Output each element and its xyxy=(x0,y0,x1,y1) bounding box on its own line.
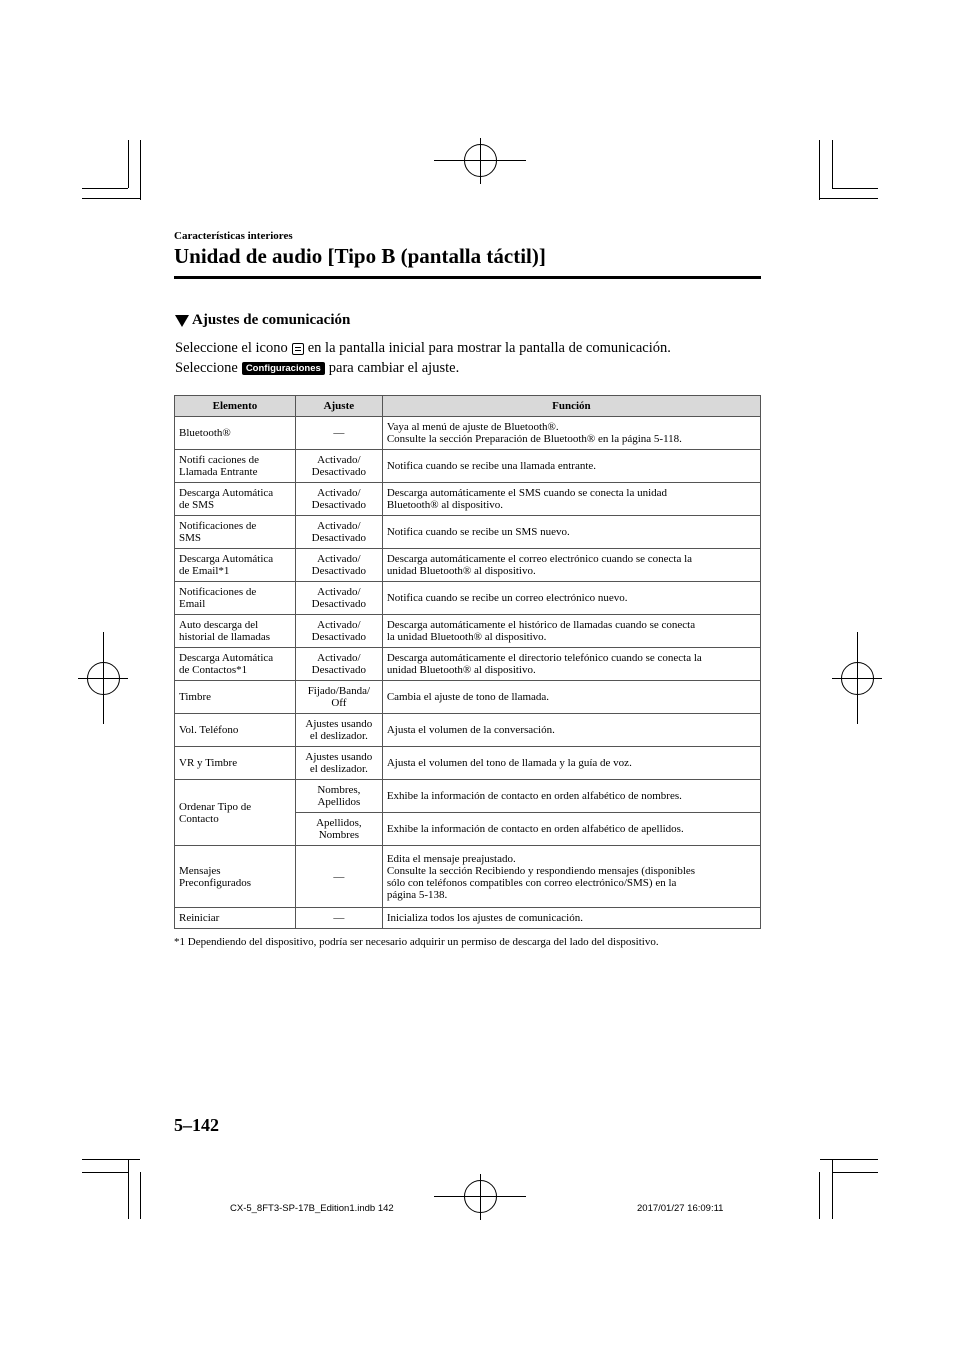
cell-ajuste: Activado/ Desactivado xyxy=(295,450,382,483)
intro-text-after-icon: en la pantalla inicial para mostrar la pantalla de comunicación. xyxy=(307,340,671,356)
cell-funcion: Descarga automáticamente el histórico de llamadas cuando se conecta la unidad Bluetooth® al dispositivo. xyxy=(382,615,760,648)
cell-elemento: Mensajes Preconfigurados xyxy=(175,846,296,908)
communication-settings-table xyxy=(174,395,761,929)
cell-elemento: Timbre xyxy=(175,681,296,714)
cell-elemento: Reiniciar xyxy=(175,908,296,929)
table-header-row xyxy=(175,396,761,417)
cell-ajuste: Activado/ Desactivado xyxy=(295,516,382,549)
subsection-heading-text: Ajustes de comunicación xyxy=(192,312,351,328)
table-row xyxy=(175,747,761,780)
cell-ajuste: Nombres, Apellidos xyxy=(295,780,382,813)
subsection-heading xyxy=(175,312,350,329)
cell-ajuste: Activado/ Desactivado xyxy=(295,483,382,516)
table-row xyxy=(175,681,761,714)
cell-elemento: Notifi caciones de Llamada Entrante xyxy=(175,450,296,483)
cell-ajuste: — xyxy=(295,908,382,929)
intro-text-before-icon: Seleccione el icono xyxy=(175,340,288,356)
cell-funcion: Ajusta el volumen de la conversación. xyxy=(382,714,760,747)
cell-elemento: Descarga Automática de Email*1 xyxy=(175,549,296,582)
cell-funcion: Descarga automáticamente el directorio telefónico cuando se conecta la unidad Bluetooth® al dispositivo. xyxy=(382,648,760,681)
cell-elemento: Auto descarga del historial de llamadas xyxy=(175,615,296,648)
page-title: Unidad de audio [Tipo B (pantalla táctil)] xyxy=(174,244,546,268)
table-row xyxy=(175,450,761,483)
cell-funcion: Inicializa todos los ajustes de comunicación. xyxy=(382,908,760,929)
column-header-ajuste: Ajuste xyxy=(295,396,382,417)
table-row xyxy=(175,846,761,908)
cell-elemento: VR y Timbre xyxy=(175,747,296,780)
page-number: 5–142 xyxy=(174,1115,219,1135)
table-row xyxy=(175,417,761,450)
table-row xyxy=(175,516,761,549)
title-rule xyxy=(174,276,761,279)
table-row xyxy=(175,615,761,648)
cell-ajuste: — xyxy=(295,846,382,908)
cell-funcion: Notifica cuando se recibe una llamada entrante. xyxy=(382,450,760,483)
table-row xyxy=(175,780,761,813)
cell-elemento: Descarga Automática de SMS xyxy=(175,483,296,516)
cell-ajuste: Activado/ Desactivado xyxy=(295,615,382,648)
intro-text-before-button: Seleccione xyxy=(175,360,238,376)
cell-ajuste: Activado/ Desactivado xyxy=(295,549,382,582)
cell-funcion: Exhibe la información de contacto en orden alfabético de nombres. xyxy=(382,780,760,813)
print-timestamp: 2017/01/27 16:09:11 xyxy=(637,1203,724,1214)
cell-elemento: Vol. Teléfono xyxy=(175,714,296,747)
intro-line-2 xyxy=(175,360,459,377)
table-row xyxy=(175,648,761,681)
column-header-elemento: Elemento xyxy=(175,396,296,417)
cell-funcion: Ajusta el volumen del tono de llamada y la guía de voz. xyxy=(382,747,760,780)
cell-ajuste: Fijado/Banda/ Off xyxy=(295,681,382,714)
cell-ajuste: Activado/ Desactivado xyxy=(295,582,382,615)
print-file-info: CX-5_8FT3-SP-17B_Edition1.indb 142 xyxy=(230,1203,394,1214)
cell-ajuste: Apellidos, Nombres xyxy=(295,813,382,846)
configuraciones-button: Configuraciones xyxy=(242,362,325,375)
cell-funcion: Notifica cuando se recibe un SMS nuevo. xyxy=(382,516,760,549)
cell-elemento: Notificaciones de Email xyxy=(175,582,296,615)
cell-funcion: Descarga automáticamente el correo electrónico cuando se conecta la unidad Bluetooth® al dispositivo. xyxy=(382,549,760,582)
cell-elemento: Notificaciones de SMS xyxy=(175,516,296,549)
cell-ajuste: Activado/ Desactivado xyxy=(295,648,382,681)
column-header-funcion: Función xyxy=(382,396,760,417)
table-row xyxy=(175,714,761,747)
cell-ajuste: — xyxy=(295,417,382,450)
footnote: *1 Dependiendo del dispositivo, podría ser necesario adquirir un permiso de descarga del lado del dispositivo. xyxy=(174,936,659,948)
table-row xyxy=(175,582,761,615)
intro-line-1 xyxy=(175,340,671,357)
cell-funcion: Notifica cuando se recibe un correo electrónico nuevo. xyxy=(382,582,760,615)
cell-funcion: Exhibe la información de contacto en orden alfabético de apellidos. xyxy=(382,813,760,846)
cell-funcion: Descarga automáticamente el SMS cuando se conecta la unidad Bluetooth® al dispositivo. xyxy=(382,483,760,516)
communication-icon xyxy=(292,343,304,355)
cell-elemento: Bluetooth® xyxy=(175,417,296,450)
cell-funcion: Edita el mensaje preajustado. Consulte la sección Recibiendo y respondiendo mensajes (disponibles sólo con teléfonos compatibles con correo electrónico/SMS) en la página 5-138. xyxy=(382,846,760,908)
cell-funcion: Cambia el ajuste de tono de llamada. xyxy=(382,681,760,714)
cell-ajuste: Ajustes usando el deslizador. xyxy=(295,747,382,780)
triangle-down-icon xyxy=(175,315,189,327)
cell-elemento: Descarga Automática de Contactos*1 xyxy=(175,648,296,681)
intro-text-after-button: para cambiar el ajuste. xyxy=(328,360,460,376)
table-row xyxy=(175,908,761,929)
cell-ajuste: Ajustes usando el deslizador. xyxy=(295,714,382,747)
section-label: Características interiores xyxy=(174,230,293,242)
table-row xyxy=(175,549,761,582)
table-row xyxy=(175,483,761,516)
cell-elemento: Ordenar Tipo de Contacto xyxy=(175,780,296,846)
cell-funcion: Vaya al menú de ajuste de Bluetooth®. Consulte la sección Preparación de Bluetooth® en la página 5-118. xyxy=(382,417,760,450)
